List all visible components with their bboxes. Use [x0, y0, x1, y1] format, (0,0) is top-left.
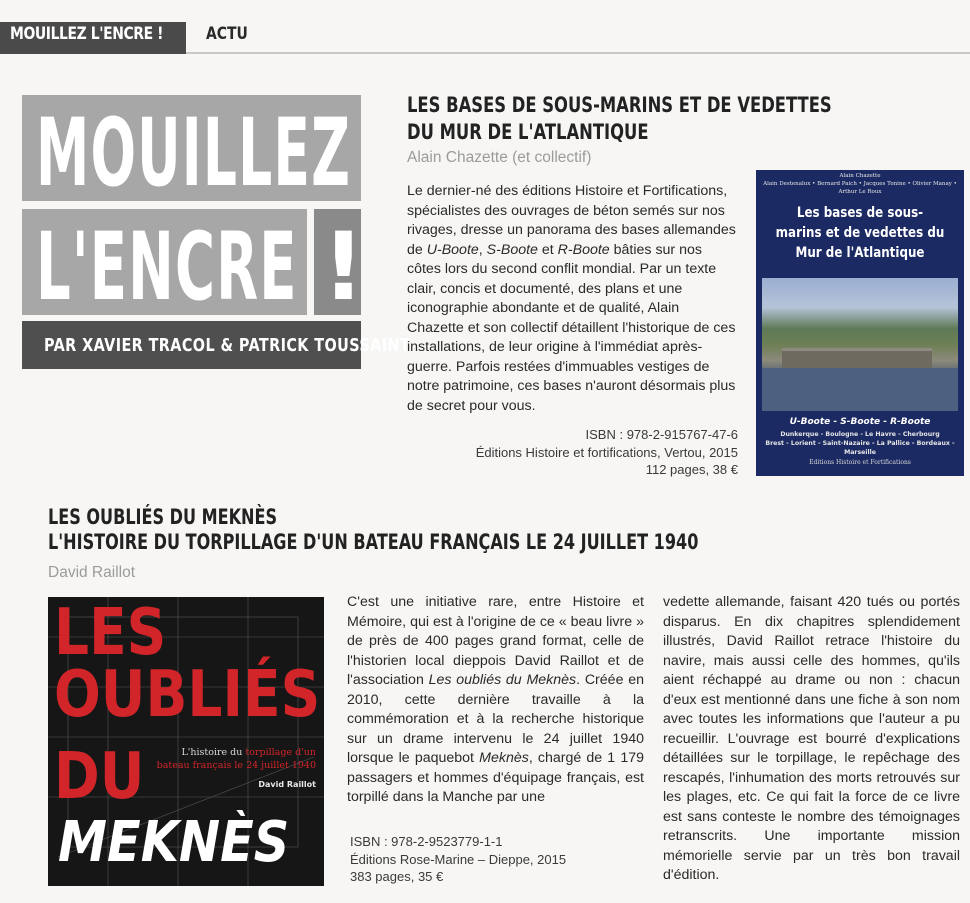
logo-exclamation: ! [322, 213, 365, 322]
article1-term: R-Boote [557, 241, 610, 258]
article2-column2: vedette allemande, faisant 420 tués ou portés disparus. En dix chapitres splendidement illustrés, David Raillot retrace l'histoire du navire, mais aussi celle des hommes, qu'ils aient réchappé au drame ou non : chacun d'eux est mentionné dans une fiche à son nom avec toutes les informations que l'auteur a pu recueillir. L'ouvrage est bourré d'explications détaillées sur le torpillage, le repêchage des rescapés, l'inhumation des morts retrouvés sur les plages, etc. Ce qui fait la force de ce livre est sans conteste le nombre des témoignages retranscrits. Une importante mission mémorielle servie par un très bon travail d'édition. [663, 594, 960, 883]
cover2-author: David Raillot [258, 780, 316, 789]
cover1-contributors: Alain Destenalux • Bernard Paich • Jacques Tonine • Olivier Manay • Arthur Le Roux [763, 181, 957, 195]
article1-author: Alain Chazette (et collectif) [407, 149, 592, 166]
article1-isbn: ISBN : 978-2-915767-47-6 [585, 427, 738, 442]
cover1-cities [764, 430, 956, 457]
category-label: ACTU [206, 24, 248, 44]
article2-text: . Créée en 2010, cette dernière travaille à la commémoration et à la recherche historique sur un drame intervenu le 24 juillet 1940 lorsque le paquebot [347, 672, 644, 766]
cover1-author-main: Alain Chazette [839, 173, 881, 179]
article2-book-info [350, 833, 566, 886]
cover1-bunker [782, 348, 932, 369]
cover1-title: Les bases de sous-marins et de vedettes du Mur de l'Atlantique [775, 205, 945, 261]
article1-text: et [537, 241, 558, 258]
cover1-cities-line2: Brest - Lorient - Saint-Nazaire - La Pallice - Bordeaux - Marseille [765, 440, 955, 456]
article1-title-line2: DU MUR DE L'ATLANTIQUE [407, 120, 649, 144]
article2-term: Les oubliés du Meknès [428, 672, 577, 688]
article1-text: bâties sur nos côtes lors du second conflit mondial. Par un texte clair, concis et documenté, des plans et une iconographie abondante et de qualité, Alain Chazette et son collectif détaillent l'historique de ces installations, de leur origine à l'immédiat après-guerre. Parfois restées d'immuables vestiges de notre patrimoine, ces bases n'auront désormais plus de secret pour vous. [407, 241, 736, 414]
logo-word-encre: L'ENCRE [36, 213, 298, 322]
cover2-word-meknes: MEKNÈS [58, 810, 290, 875]
article1-body [407, 182, 739, 416]
book-cover-bases [756, 170, 964, 476]
cover2-subtitle-b: torpillage d'un bateau français [156, 747, 316, 771]
section-title: MOUILLEZ L'ENCRE ! [10, 24, 164, 44]
article1-text: , [478, 241, 487, 258]
section-header [0, 0, 970, 54]
article2-publisher: Éditions Rose-Marine – Dieppe, 2015 [350, 851, 567, 867]
cover1-photo [762, 278, 958, 411]
article2-pages-price: 383 pages, 35 € [350, 869, 444, 884]
cover1-types: U-Boote - S-Boote - R-Boote [789, 417, 931, 427]
article2-text: , chargé de 1 179 passagers et hommes d'équipage français, est torpillé dans la Manche par une [347, 750, 645, 805]
article1-term: U-Boote [426, 241, 479, 258]
article2-column1 [347, 593, 644, 808]
cover2-subtitle-c: le 24 juillet 1940 [234, 760, 316, 771]
article2-title [48, 505, 698, 555]
cover2-subtitle [148, 746, 316, 772]
article2-text: C'est une initiative rare, entre Histoire et Mémoire, qui est à l'origine de ce « beau livre » de près de 400 pages grand format, celle de l'historien local dieppois David Raillot et de l'association [347, 594, 644, 688]
article1-publisher: Éditions Histoire et fortifications, Vertou, 2015 [475, 444, 738, 460]
cover1-water [762, 368, 958, 411]
article1-title-line1: LES BASES DE SOUS-MARINS ET DE VEDETTES [407, 93, 832, 117]
article2-author: David Raillot [48, 564, 136, 581]
cover2-word-les: LES [54, 597, 167, 670]
article2-title-line2: L'HISTOIRE DU TORPILLAGE D'UN BATEAU FRANÇAIS LE 24 JUILLET 1940 [48, 530, 699, 554]
cover2-word-du: DU [54, 740, 145, 814]
cover1-cities-line1: Dunkerque - Boulogne - Le Havre - Cherbourg [780, 431, 940, 438]
logo-word-mouillez: MOUILLEZ [36, 99, 352, 208]
article2-isbn: ISBN : 978-2-9523779-1-1 [350, 834, 503, 849]
cover1-authors [756, 172, 964, 196]
article1-book-info [476, 426, 738, 479]
book-cover-meknes [48, 597, 324, 886]
article1-term: S-Boote [486, 241, 538, 258]
column-logo [22, 95, 411, 369]
article1-pages-price: 112 pages, 38 € [645, 462, 738, 477]
article1-text: Le dernier-né des éditions Histoire et Fortifications, spécialistes des ouvrages de béton semés sur nos rivages, dresse un panorama des bases allemandes de [407, 183, 736, 258]
logo-byline: PAR XAVIER TRACOL & PATRICK TOUSSAINT [44, 335, 411, 356]
article2-term: Meknès [479, 750, 529, 766]
article1-title [407, 92, 832, 146]
article2-title-line1: LES OUBLIÉS DU MEKNÈS [48, 505, 278, 529]
cover2-word-oublies: OUBLIÉS [54, 658, 321, 732]
cover1-publisher: Editions Histoire et Fortifications [809, 459, 911, 466]
cover2-subtitle-a: L'histoire du [181, 747, 246, 758]
header-rule [186, 52, 970, 54]
